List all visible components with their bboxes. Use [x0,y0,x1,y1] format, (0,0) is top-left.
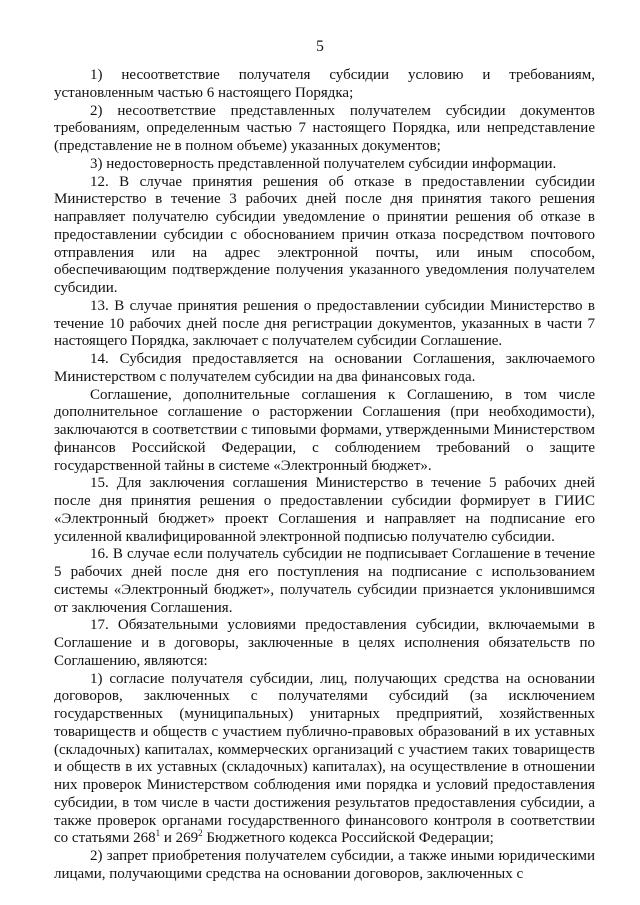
paragraph-agreement-forms: Соглашение, дополнительные соглашения к Соглашению, в том числе дополнительное соглашение о расторжении Соглашения (при необходимости), заключаются в соответствии с типовыми формами, утвержденными Министерством финансов Российской Федерации, с соблюдением требований о защите государственной тайны в системе «Электронный бюджет». [54,386,595,474]
paragraph-clause-15: 15. Для заключения соглашения Министерство в течение 5 рабочих дней после дня принятия решения о предоставлении субсидии формирует в ГИИС «Электронный бюджет» проект Соглашения и направляет на подписание его усиленной квалифицированной электронной подписью получателю субсидии. [54,475,595,545]
article-ref-tail: Бюджетного кодекса Российской Федерации; [202,830,494,847]
document-body [54,67,595,884]
paragraph-clause-16: 16. В случае если получатель субсидии не подписывает Соглашение в течение 5 рабочих дней после дня его поступления на подписание с использованием системы «Электронный бюджет», получатель субсидии признается уклонившимся от заключения Соглашения. [54,546,595,616]
paragraph-condition-1 [54,671,595,849]
article-superscript-1: 1 [155,828,161,839]
condition-1-text: 1) согласие получателя субсидии, лиц, получающих средства на основании договоров, заключенных с получателями субсидий (за исключением государственных (муниципальных) унитарных предприятий, хозяйственных товариществ и обществ с участием публично-правовых образований в их уставных (складочных) капиталах, коммерческих организаций с участием таких товариществ и обществ в их уставных (складочных) капиталах), на осуществление в отношении них проверок Министерством соблюдения ими порядка и условий предоставления субсидии, в том числе в части достижения результатов предоставления субсидии, а также проверок органами государственного финансового контроля в соответствии со статьями 268 [54,670,595,847]
page-number: 5 [316,38,324,55]
paragraph-item-3: 3) недостоверность представленной получателем субсидии информации. [90,155,557,172]
paragraph-item-1: 1) несоответствие получателя субсидии условию и требованиям, установленным частью 6 настоящего Порядка; [54,67,595,101]
paragraph-clause-17: 17. Обязательными условиями предоставления субсидии, включаемыми в Соглашение и в договоры, заключенные в целях исполнения обязательств по Соглашению, являются: [54,617,595,669]
article-ref-mid: и 269 [160,830,199,847]
article-superscript-2: 2 [198,828,203,839]
paragraph-clause-13: 13. В случае принятия решения о предоставлении субсидии Министерство в течение 10 рабочих дней после дня регистрации документов, указанных в части 7 настоящего Порядка, заключает с получателем субсидии Соглашение. [54,297,595,350]
paragraph-clause-12: 12. В случае принятия решения об отказе в предоставлении субсидии Министерство в течение 3 рабочих дней после дня принятия такого решения направляет получателю субсидии уведомление о принятии решения об отказе в предоставлении субсидии с обоснованием причин отказа посредством почтового отправления или на адрес электронной почты, или иным способом, обеспечивающим подтверждение получения указанного уведомления получателем субсидии. [54,173,595,296]
paragraph-condition-2: 2) запрет приобретения получателем субсидии, а также иными юридическими лицами, получающими средства на основании договоров, заключенных с [54,848,595,882]
paragraph-clause-14: 14. Субсидия предоставляется на основании Соглашения, заключаемого Министерством с получателем субсидии на два финансовых года. [54,351,595,385]
paragraph-item-2: 2) несоответствие представленных получателем субсидии документов требованиям, определенным частью 7 настоящего Порядка, или непредставление (представление не в полном объеме) указанных документов; [54,102,595,154]
